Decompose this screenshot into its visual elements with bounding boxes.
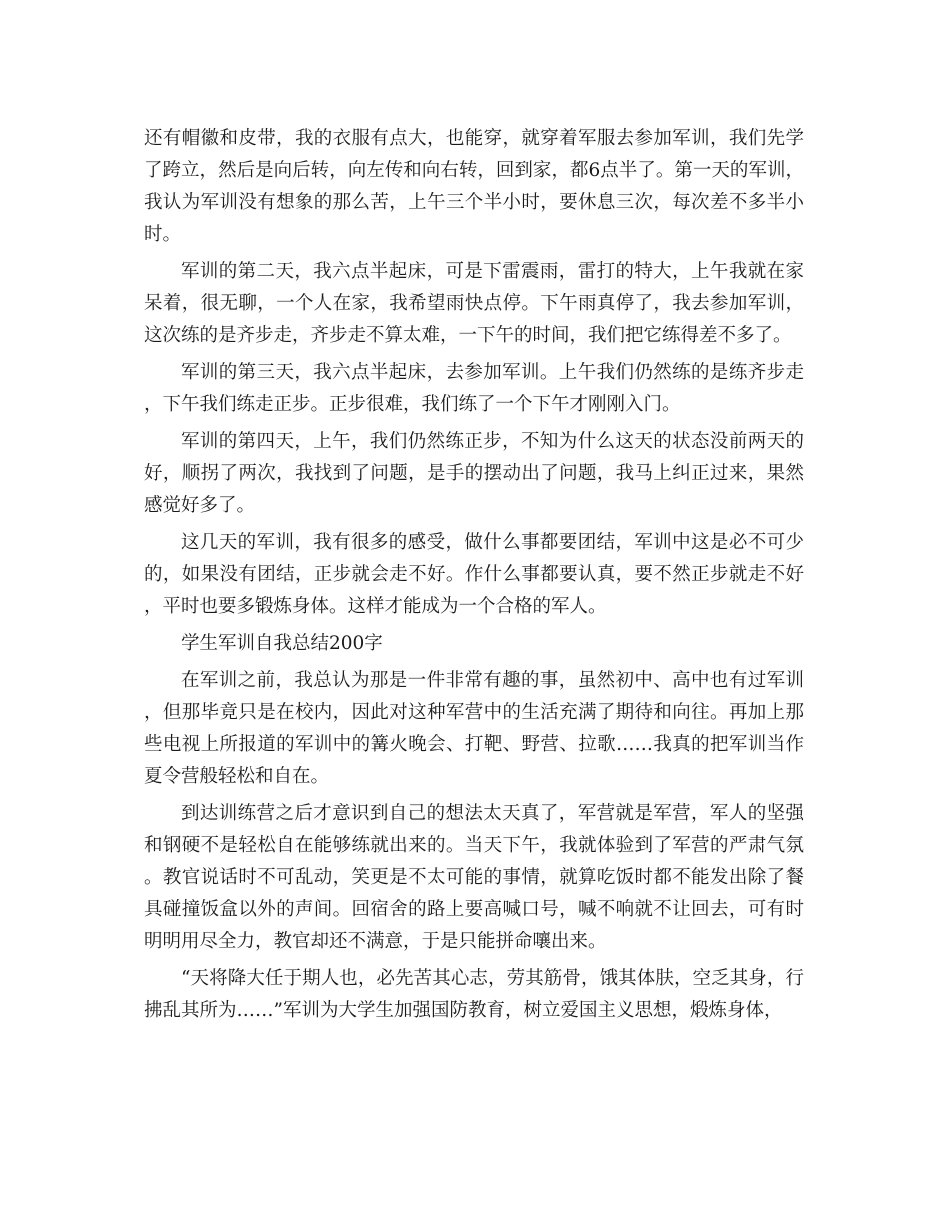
paragraph-7: 到达训练营之后才意识到自己的想法太天真了，军营就是军营，军人的坚强和钢硬不是轻松自在能够练就出来的。当天下午，我就体验到了军营的严肃气氛。教官说话时不可乱动，笑更是不太可能的事情，就算吃饭时都不能发出除了餐具碰撞饭盒以外的声间。回宿舍的路上要高喊口号，喊不响就不让回去，可有时明明用尽全力，教官却还不满意，于是只能拼命嚷出来。 xyxy=(144,803,804,952)
paragraph-5: 这几天的军训，我有很多的感受，做什么事都要团结，军训中这是必不可少的，如果没有团结，正步就会走不好。作什么事都要认真，要不然正步就走不好，平时也要多锻炼身体。这样才能成为一个合格的军人。 xyxy=(144,532,804,617)
section-heading: 学生军训自我总结200字 xyxy=(181,633,383,654)
document-body xyxy=(144,123,804,1032)
paragraph-6: 在军训之前，我总认为那是一件非常有趣的事，虽然初中、高中也有过军训，但那毕竟只是在校内，因此对这种军营中的生活充满了期待和向往。再加上那些电视上所报道的军训中的篝火晚会、打靶、野营、拉歌……我真的把军训当作夏令营般轻松和自在。 xyxy=(144,670,804,787)
paragraph-8: “天将降大任于期人也，必先苦其心志，劳其筋骨，饿其体肤，空乏其身，行拂乱其所为……”军训为大学生加强国防教育，树立爱国主义思想，煅炼身体， xyxy=(144,968,804,1021)
paragraph-2: 军训的第二天，我六点半起床，可是下雷震雨，雷打的特大，上午我就在家呆着，很无聊，一个人在家，我希望雨快点停。下午雨真停了，我去参加军训，这次练的是齐步走，齐步走不算太难，一下午的时间，我们把它练得差不多了。 xyxy=(144,261,804,346)
paragraph-1: 还有帽徽和皮带，我的衣服有点大，也能穿，就穿着军服去参加军训，我们先学了跨立，然后是向后转，向左传和向右转，回到家，都6点半了。第一天的军训，我认为军训没有想象的那么苦，上午三个半小时，要休息三次，每次差不多半小时。 xyxy=(144,128,804,245)
paragraph-3: 军训的第三天，我六点半起床，去参加军训。上午我们仍然练的是练齐步走，下午我们练走正步。正步很难，我们练了一个下午才刚刚入门。 xyxy=(144,362,804,415)
paragraph-4: 军训的第四天，上午，我们仍然练正步，不知为什么这天的状态没前两天的好，顺拐了两次，我找到了问题，是手的摆动出了问题，我马上纠正过来，果然感觉好多了。 xyxy=(144,431,804,516)
